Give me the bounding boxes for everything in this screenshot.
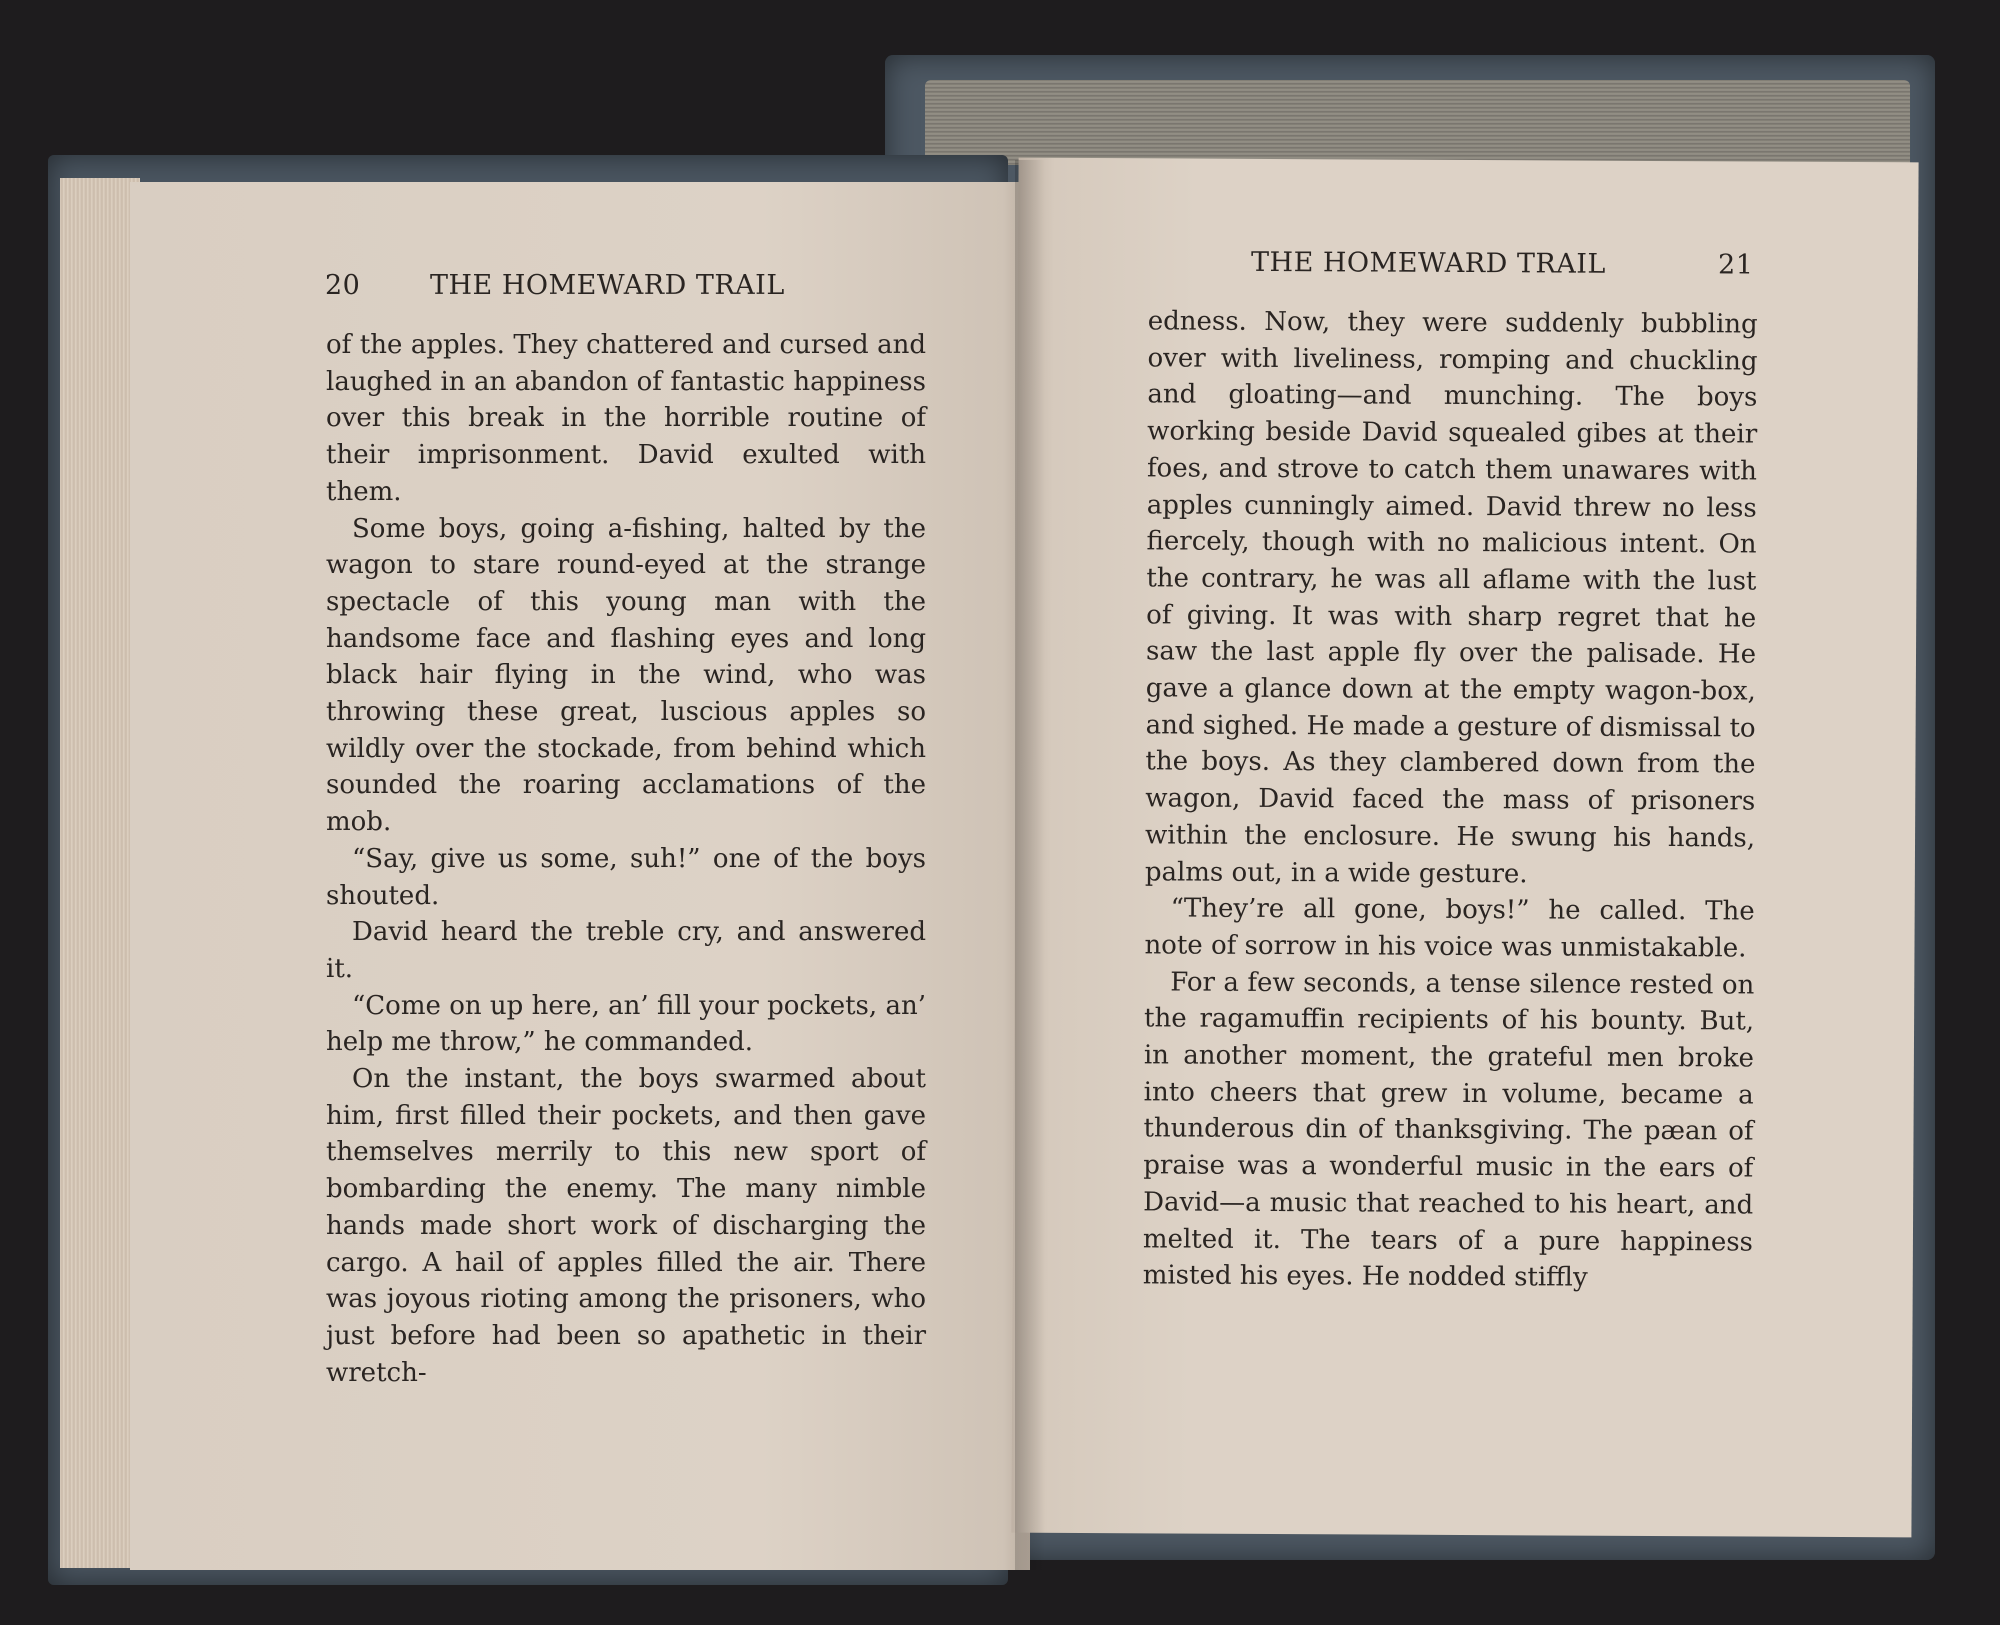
left-running-head: THE HOMEWARD TRAIL <box>430 270 785 301</box>
right-running-head: THE HOMEWARD TRAIL <box>1250 246 1606 280</box>
paragraph: Some boys, going a-fishing, halted by the wagon to stare round-eyed at the strange spectacle of this young man with the handsome face and flashing eyes and long black hair flying in the wind, who was throwing these great, luscious apples so wildly over the stockade, from behind which sounded the roaring acclamations of the mob. <box>326 513 926 838</box>
paragraph: For a few seconds, a tense silence rested on the ragamuffin recipients of his bounty. But, in another moment, the grateful men broke into cheers that grew in volume, became a thunderous din of thanksgiving. The pæan of praise was a wonderful music in the ears of David—a music that reached to his heart, and melted it. The tears of a pure happiness misted his eyes. He nodded stiffly <box>1142 967 1755 1293</box>
paragraph: “They’re all gone, boys!” he called. The note of sorrow in his voice was unmistakable. <box>1144 893 1755 964</box>
paragraph: “Come on up here, an’ fill your pockets, an’ help me throw,” he commanded. <box>326 990 926 1058</box>
paragraph: David heard the treble cry, and answered it. <box>326 917 926 984</box>
page-edges-left <box>60 178 140 1568</box>
right-page-text <box>1143 303 1758 1297</box>
paragraph: edness. Now, they were suddenly bubbling over with liveliness, romping and chuckling and gloating—and munching. The boys working beside David squealed gibes at their foes, and strove to catch them unawares with apples cunningly aimed. David threw no less fiercely, though with no malicious intent. On the contrary, he was all aflame with the lust of giving. It was with sharp regret that he saw the last apple fly over the palisade. He gave a glance down at the empty wagon-box, and sighed. He made a gesture of dismissal to the boys. As they clambered down from the wagon, David faced the mass of prisoners within the enclosure. He swung his hands, palms out, in a wide gesture. <box>1144 306 1758 889</box>
paragraph: “Say, give us some, suh!” one of the boys shouted. <box>326 843 926 911</box>
paragraph: On the instant, the boys swarmed about him, first filled their pockets, and then gave themselves merrily to this new sport of bombarding the enemy. The many nimble hands made short work of discharging the cargo. A hail of apples filled the air. There was joyous rioting among the prisoners, who just before had been so apathetic in their wretch- <box>326 1064 926 1388</box>
page-edges-top <box>925 80 1910 165</box>
book-gutter-shadow <box>1015 160 1045 1570</box>
left-page-text <box>326 327 926 1391</box>
left-page-number: 20 <box>325 270 361 301</box>
right-page <box>1011 158 1918 1538</box>
right-page-number: 21 <box>1717 249 1754 281</box>
left-page <box>130 182 1030 1570</box>
paragraph: of the apples. They chattered and cursed and laughed in an abandon of fantastic happiness over this break in the horrible routine of their imprisonment. David exulted with them. <box>326 330 926 507</box>
